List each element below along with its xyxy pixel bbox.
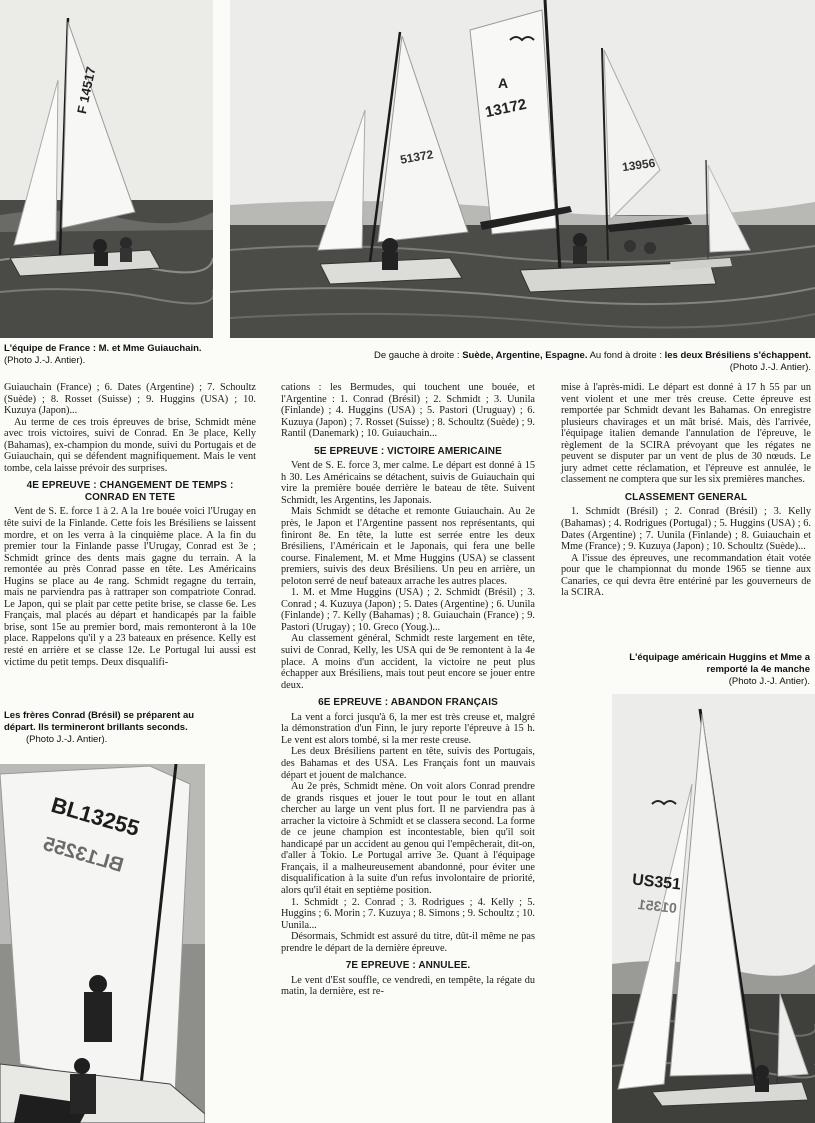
section-heading-7: 7E EPREUVE : ANNULEE. — [345, 960, 471, 972]
section-heading-4: 4E EPREUVE : CHANGEMENT DE TEMPS : CONRAD EN TETE — [26, 480, 234, 503]
section-heading-5: 5E EPREUVE : VICTOIRE AMERICAINE — [314, 445, 502, 457]
paragraph: Vent de S. E. force 3, mer calme. Le départ est donné à 15 h 30. Les Américains se détachent, suivis de Guiauchain qui vire la première bouée derrière le bateau de tête. Suivent Schmidt, les Argentins, les Japonais. — [281, 460, 535, 506]
caption-prefix: De gauche à droite : — [373, 350, 463, 361]
caption-middle: Au fond à droite : — [587, 350, 665, 361]
caption-text: Les frères Conrad (Brésil) se préparent au départ. Ils termineront brillants seconds. — [4, 710, 195, 733]
sail-number: 13956 — [621, 155, 657, 175]
photo-credit: (Photo J.-J. Antier). — [729, 362, 811, 373]
paragraph: Au 2e près, Schmidt mène. On voit alors Conrad prendre de grands risques et jouer le tout pour le tout en allant chercher au large un vent plus fort. Il ne parviendra pas à arracher la victoire à Schmidt et se classera second. La forme de ce jeune champion est incontestable, bien qu'il soit handicapé par un accident au genou qui l'empêcherait, dit-on, d'aller à Tokio. Le Portugal arrive 3e. Quant à l'équipage Français, il a malheureusement abandonné, pour éviter une disqualification à la suite d'un refus involontaire de priorité, alors qu'il était en septième position. — [281, 781, 535, 896]
paragraph: A l'issue des épreuves, une recommandation était votée pour que le championnat du monde 1965 se tienne aux Canaries, ce qui devra être entériné par les gouverneurs de la SCIRA. — [561, 552, 811, 599]
sail-number: US351 — [631, 871, 682, 894]
sail-number-mirrored: 01351 — [637, 896, 678, 916]
paragraph: 1. M. et Mme Huggins (USA) ; 2. Schmidt (Brésil) ; 3. Conrad ; 4. Kuzuya (Japon) ; 5. Dates (Argentine) ; 6. Uunila (Finlande) ; 7. Kelly (Bahamas) ; 8. Guiauchain (France) ; 9. Pastori (Urugay) ; 10. Greco (Youg.)... — [281, 587, 535, 633]
caption-conrad-brothers — [4, 710, 204, 746]
sailboat-fleet-illustration — [230, 0, 815, 338]
sail-letter: A — [498, 75, 509, 91]
paragraph: Vent de S. E. force 1 à 2. A la 1re bouée voici l'Urugay en tête suivi de la Finlande. Cette fois les Brésiliens se laissent mordre, et on les verra à la cinquième place. A la fin du premier tour la Finlande passe l'Urugay, Conrad est 3e ; Schmidt grince des dents mais gagne du terrain. A la remontée au près Conrad passe en tête. Les Américains Hugins se place au 4e rang. Schmidt regagne du terrain, mais ne parviendra pas à rattraper son compatriote Conrad. Le Japon, qui se plait par cette petite brise, se classe 6e. Les Français, mal placés au départ et handicapés par la faible brise, sont 15e au premier bord, mais remonteront à la 10e place. Rappelons qu'il y a 23 bateaux en présence. Kelly est resté en arrière et se classe 12e. Le Portugal lui aussi est victime du petit temps. Deux disqualifi- — [4, 506, 256, 668]
paragraph: 1. Schmidt (Brésil) ; 2. Conrad (Brésil) ; 3. Kelly (Bahamas) ; 4. Rodrigues (Portugal) ; 5. Huggins (USA) ; 6. Dates (Argentine) ; 7. Uunila (Finlande) ; 8. Guiauchain et Mme (France) ; 9. Kuzuya (Japon) ; 10. Schoultz (Suède)... — [561, 506, 811, 553]
caption-text: L'équipe de France : M. et Mme Guiauchain. — [4, 343, 202, 354]
caption-huggins-crew — [600, 652, 810, 688]
paragraph: Désormais, Schmidt est assuré du titre, dût-il même ne pas prendre le départ de la dernière épreuve. — [281, 931, 535, 954]
caption-text: L'équipage américain Huggins et Mme a remporté la 4e manche — [629, 652, 810, 675]
caption-bold-1: Suède, Argentine, Espagne. — [462, 350, 588, 361]
sail-number: 51372 — [399, 147, 435, 167]
photo-france-team — [0, 0, 213, 338]
sail-number: BL13255 — [48, 792, 143, 842]
caption-bold-2: les deux Brésiliens s'échappent. — [664, 350, 811, 361]
photo-fleet-start — [230, 0, 815, 338]
article-column-2 — [281, 382, 535, 998]
photo-conrad-brothers — [0, 764, 205, 1123]
sailboat-illustration — [0, 0, 213, 338]
caption-france-team — [4, 343, 214, 367]
sail-number: 13172 — [483, 95, 529, 122]
photo-credit: (Photo J.-J. Antier). — [26, 734, 108, 745]
paragraph: mise à l'après-midi. Le départ est donné à 17 h 55 par un vent violent et une mer très creuse. Cette épreuve est remportée par Schmidt devant les Bahamas. On enregistre plusieurs chavirages et un mât brisé. Mais, dès l'arrivée, l'équipage italien demande l'annulation de l'épreuve, le règlement de la SCIRA prévoyant que les régates ne peuvent se disputer par un vent de plus de 30 nœuds. Le jury admet cette réclamation, et l'épreuve est annulée, le classement ne comptera que sur les six premières manches. — [561, 382, 811, 486]
paragraph: Au terme de ces trois épreuves de brise, Schmidt mène avec trois victoires, suivi de Conrad. En 3e place, Kelly (Bahamas), ex-champion du monde, suivi du Portugais et de Guiauchain, qui se défendent magnifiquement. Mais le vent tombe, cela laisse prévoir des surprises. — [4, 416, 256, 474]
paragraph: Les deux Brésiliens partent en tête, suivis des Portugais, des Bahamas et des USA. Les Français font un mauvais départ et jouent de malchance. — [281, 746, 535, 781]
paragraph: Guiauchain (France) ; 6. Dates (Argentine) ; 7. Schoultz (Suède) ; 8. Rosset (Suisse) ; 9. Huggins (USA) ; 10. Kuzuya (Japon)... — [4, 382, 256, 417]
paragraph: cations : les Bermudes, qui touchent une bouée, et l'Argentine : 1. Conrad (Brésil) ; 2. Schmidt ; 3. Uunila (Finlande) ; 4. Huggins (USA) ; 5. Pastori (Uruguay) ; 6. Kuzuya (Japon) ; 7. Rosset (Suisse) ; 8. Schoultz (Suède) ; 9. Rantil (Danemark) ; 10. Guiauchain... — [281, 382, 535, 440]
photo-huggins-crew — [612, 694, 815, 1123]
article-column-3 — [561, 382, 811, 599]
section-heading-6: 6E EPREUVE : ABANDON FRANÇAIS — [318, 697, 498, 709]
photo-credit: (Photo J.-J. Antier). — [728, 676, 810, 687]
paragraph: La vent a forci jusqu'à 6, la mer est très creuse et, malgré la démonstration d'un Finn, le jury reporte l'épreuve à 15 h. Le vent est alors tombé, si la mer reste creuse. — [281, 711, 535, 746]
paragraph: Le vent d'Est souffle, ce vendredi, en tempête, la régate du matin, la dernière, est re- — [281, 974, 535, 998]
sail-number: F 14517 — [74, 65, 99, 116]
photo-credit: (Photo J.-J. Antier). — [4, 355, 86, 366]
paragraph: Mais Schmidt se détache et remonte Guiauchain. Au 2e près, le Japon et l'Argentine passent nos représentants, qui finiront 8e. En tête, la lutte est serrée entre les deux Brésiliens, l'Américain et le Japonais, qui fera une belle course. Finalement, M. et Mme Huggins (USA) se classent premiers, suivis des deux Brésiliens. Un peu en arrière, un peloton serré de neuf bateaux arrache les autres places. — [281, 506, 535, 587]
caption-fleet — [286, 350, 811, 374]
paragraph: Au classement général, Schmidt reste largement en tête, suivi de Conrad, Kelly, les USA qui de 9e remontent à la 4e place. A moins d'un accident, la victoire ne peut plus échapper aux Brésiliens, mais tout peut encore se jouer entre deux. — [281, 633, 535, 691]
paragraph: 1. Schmidt ; 2. Conrad ; 3. Rodrigues ; 4. Kelly ; 5. Huggins ; 6. Morin ; 7. Kuzuya ; 8. Simons ; 9. Schoultz ; 10. Uunila... — [281, 896, 535, 931]
article-column-1 — [4, 382, 256, 668]
section-heading-classement: CLASSEMENT GENERAL — [624, 491, 748, 503]
sail-number-mirrored: BL13255 — [40, 833, 126, 877]
